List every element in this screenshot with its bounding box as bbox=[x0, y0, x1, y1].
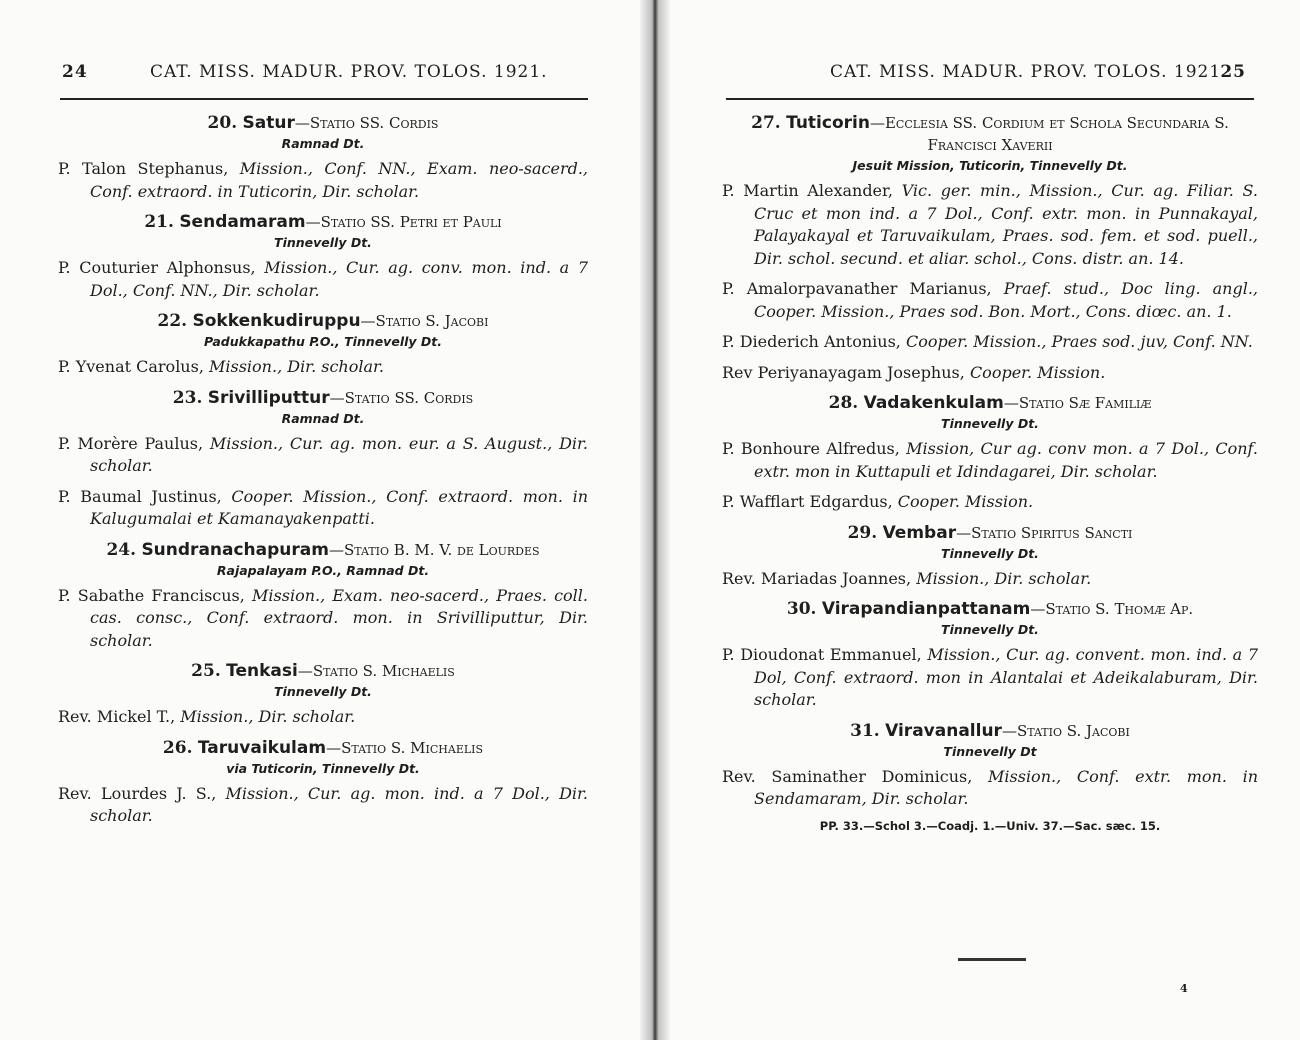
station-dedication: —Statio Spiritus Sancti bbox=[956, 523, 1133, 542]
station-number: 22. bbox=[157, 311, 188, 331]
person-entry bbox=[722, 491, 1258, 514]
station-place: Viravanallur bbox=[885, 720, 1002, 741]
person-entry bbox=[722, 331, 1258, 354]
person-entry bbox=[58, 783, 588, 828]
person-entry bbox=[722, 278, 1258, 323]
station-place: Virapandianpattanam bbox=[821, 599, 1031, 619]
station-place: Sundranachapuram bbox=[141, 539, 329, 560]
station-place: Taruvaikulam bbox=[197, 737, 327, 758]
person-entry bbox=[722, 644, 1258, 712]
station-place: Tuticorin bbox=[786, 113, 870, 133]
person-roles: Mission., Conf. extr. mon. in Sendamaram, Dir. scholar. bbox=[754, 766, 1259, 808]
person-entry bbox=[58, 585, 588, 653]
station-district: Tinnevelly Dt bbox=[943, 743, 1037, 759]
station-entry bbox=[722, 392, 1258, 514]
station-entry bbox=[722, 112, 1258, 384]
station-district: Jesuit Mission, Tuticorin, Tinnevelly Dt. bbox=[852, 158, 1128, 173]
station-number: 30. bbox=[786, 599, 817, 619]
person-roles: Cooper. Mission., Praes sod. juv, Conf. NN. bbox=[905, 332, 1253, 351]
station-dedication: —Statio SS. Cordis bbox=[294, 114, 439, 132]
station-title bbox=[722, 598, 1258, 620]
station-number: 20. bbox=[207, 113, 238, 133]
station-dedication: —Statio Sæ Familiæ bbox=[1003, 394, 1152, 412]
station-title bbox=[58, 387, 588, 409]
person-name: P. Morère Paulus, bbox=[58, 433, 204, 453]
person-roles: Mission., Conf. NN., Exam. neo-sacerd., Conf. extraord. in Tuticorin, Dir. scholar. bbox=[90, 159, 589, 201]
station-dedication: —Statio S. Jacobi bbox=[1001, 721, 1130, 740]
person-roles: Cooper. Mission., Conf. extraord. mon. in Kalugumalai et Kamanayakenpatti. bbox=[90, 486, 589, 528]
station-district: Ramnad Dt. bbox=[281, 136, 365, 151]
person-entry bbox=[58, 433, 588, 478]
person-entry bbox=[722, 362, 1258, 385]
station-district: Padukkapathu P.O., Tinnevelly Dt. bbox=[204, 334, 442, 349]
person-name: P. Bonhoure Alfredus, bbox=[722, 439, 900, 458]
person-name: Rev. Saminather Dominicus, bbox=[722, 766, 973, 786]
station-number: 27. bbox=[751, 113, 781, 133]
station-number: 24. bbox=[106, 539, 137, 560]
station-title bbox=[58, 660, 588, 682]
person-roles: Mission., Cur. ag. convent. mon. ind. a 7 Dol, Conf. extraord. mon in Alantalai et Adeikalaburam, Dir. scholar. bbox=[754, 645, 1258, 709]
station-entry bbox=[722, 720, 1258, 811]
person-entry bbox=[722, 438, 1258, 483]
person-roles: Mission., Cur. ag. mon. eur. a S. August., Dir. scholar. bbox=[90, 433, 589, 475]
station-title bbox=[58, 539, 588, 561]
station-number: 31. bbox=[850, 720, 880, 741]
stats-rule bbox=[958, 958, 1026, 961]
station-title bbox=[58, 310, 588, 332]
left-page-number: 24 bbox=[62, 62, 88, 82]
left-running-head bbox=[62, 62, 588, 82]
station-place: Satur bbox=[242, 113, 295, 133]
station-title bbox=[58, 211, 588, 233]
right-running-title: CAT. MISS. MADUR. PROV. TOLOS. 1921. bbox=[830, 62, 1228, 82]
right-page-number: 25 bbox=[1220, 62, 1246, 82]
station-dedication: —Statio SS. Petri et Pauli bbox=[305, 213, 502, 231]
person-name: Rev. Mickel T., bbox=[58, 707, 176, 726]
person-name: P. Amalorpavanather Marianus, bbox=[722, 279, 992, 298]
person-entry bbox=[58, 356, 588, 379]
station-place: Vembar bbox=[882, 522, 957, 543]
person-name: P. Diederich Antonius, bbox=[722, 332, 901, 351]
person-roles: Mission., Exam. neo-sacerd., Praes. coll. cas. consc., Conf. extraord. mon. in Srivilliputtur, Dir. scholar. bbox=[90, 585, 588, 650]
person-entry bbox=[58, 158, 588, 203]
station-district: Rajapalayam P.O., Ramnad Dt. bbox=[216, 562, 430, 578]
station-title bbox=[722, 392, 1258, 414]
station-district: Ramnad Dt. bbox=[281, 410, 365, 426]
person-name: P. Wafflart Edgardus, bbox=[722, 492, 893, 511]
left-page bbox=[0, 0, 640, 1040]
station-place: Sokkenkudiruppu bbox=[192, 311, 361, 331]
station-dedication: —Statio S. Michaelis bbox=[326, 738, 484, 757]
station-number: 21. bbox=[144, 212, 174, 232]
station-district: Tinnevelly Dt. bbox=[274, 235, 372, 250]
station-number: 29. bbox=[847, 522, 878, 543]
person-entry bbox=[58, 486, 588, 531]
station-number: 23. bbox=[172, 387, 203, 408]
person-roles: Mission., Dir. scholar. bbox=[916, 568, 1092, 588]
station-entry bbox=[58, 387, 588, 531]
person-roles: Cooper. Mission. bbox=[897, 492, 1034, 511]
book-gutter bbox=[640, 0, 670, 1040]
person-name: P. Sabathe Franciscus, bbox=[58, 585, 245, 605]
right-page bbox=[670, 0, 1300, 1040]
person-roles: Mission., Dir. scholar. bbox=[180, 707, 356, 726]
person-entry bbox=[58, 706, 588, 729]
person-roles: Praef. stud., Doc ling. angl., Cooper. Mission., Praes sod. Bon. Mort., Cons. diœc. an. 1. bbox=[754, 279, 1258, 321]
station-number: 28. bbox=[828, 393, 859, 413]
station-entry bbox=[58, 737, 588, 828]
station-entry bbox=[722, 522, 1258, 591]
station-district: Tinnevelly Dt. bbox=[941, 416, 1039, 431]
station-dedication: —Statio B. M. V. de Lourdes bbox=[328, 540, 540, 559]
station-dedication: —Statio S. Jacobi bbox=[360, 312, 489, 330]
station-district: Tinnevelly Dt. bbox=[941, 622, 1039, 637]
person-name: Rev Periyanayagam Josephus, bbox=[722, 362, 965, 382]
person-roles: Vic. ger. min., Mission., Cur. ag. Filiar. S. Cruc et mon ind. a 7 Dol., Conf. extr. mon. in Punnakayal, Palayakayal et Taruvaikulam, Praes. sod. fem. et sod. puell., Dir. schol. secund. et aliar. schol., Cons. distr. an. 14. bbox=[754, 181, 1258, 268]
station-title bbox=[722, 720, 1258, 742]
station-entry bbox=[58, 310, 588, 379]
person-roles: Mission, Cur ag. conv mon. a 7 Dol., Conf. extr. mon in Kuttapuli et Idindagarei, Dir. scholar. bbox=[754, 439, 1258, 481]
station-entry bbox=[58, 112, 588, 203]
station-place: Srivilliputtur bbox=[207, 387, 330, 408]
signature-mark: 4 bbox=[1180, 982, 1188, 995]
station-place: Vadakenkulam bbox=[863, 393, 1004, 413]
left-page-body bbox=[58, 112, 588, 836]
person-name: P. Martin Alexander, bbox=[722, 181, 894, 200]
left-head-rule bbox=[60, 98, 588, 100]
station-place: Tenkasi bbox=[226, 661, 298, 681]
person-name: Rev. Lourdes J. S., bbox=[58, 783, 217, 803]
station-title bbox=[58, 112, 588, 134]
station-dedication: —Statio S. Thomæ Ap. bbox=[1030, 600, 1194, 618]
person-name: P. Yvenat Carolus, bbox=[58, 357, 204, 376]
person-name: Rev. Mariadas Joannes, bbox=[722, 568, 912, 588]
station-dedication: —Ecclesia SS. Cordium et Schola Secundaria S. Francisci Xaverii bbox=[869, 114, 1229, 154]
person-name: P. Talon Stephanus, bbox=[58, 159, 229, 178]
person-roles: Cooper. Mission. bbox=[969, 362, 1106, 382]
person-name: P. Dioudonat Emmanuel, bbox=[722, 645, 922, 664]
station-number: 25. bbox=[191, 661, 221, 681]
station-entry bbox=[58, 660, 588, 729]
station-dedication: —Statio SS. Cordis bbox=[329, 388, 474, 407]
person-roles: Mission., Cur. ag. conv. mon. ind. a 7 Dol., Conf. NN., Dir. scholar. bbox=[90, 258, 589, 300]
station-number: 26. bbox=[162, 737, 193, 758]
left-running-title: CAT. MISS. MADUR. PROV. TOLOS. 1921. bbox=[150, 62, 548, 82]
station-dedication: —Statio S. Michaelis bbox=[297, 662, 455, 680]
station-title bbox=[722, 522, 1258, 544]
person-entry bbox=[722, 568, 1258, 591]
station-title bbox=[722, 112, 1258, 156]
person-name: P. Couturier Alphonsus, bbox=[58, 258, 256, 277]
station-place: Sendamaram bbox=[179, 212, 306, 232]
station-entry bbox=[58, 539, 588, 653]
person-name: P. Baumal Justinus, bbox=[58, 486, 222, 506]
right-page-body bbox=[722, 112, 1258, 833]
person-roles: Mission., Dir. scholar. bbox=[209, 357, 384, 376]
station-district: Tinnevelly Dt. bbox=[274, 684, 372, 699]
station-title bbox=[58, 737, 588, 759]
person-entry bbox=[58, 257, 588, 302]
right-head-rule bbox=[726, 98, 1254, 100]
person-entry bbox=[722, 180, 1258, 270]
station-entry bbox=[58, 211, 588, 302]
station-statistics: PP. 33.—Schol 3.—Coadj. 1.—Univ. 37.—Sac. sæc. 15. bbox=[819, 818, 1161, 833]
person-roles: Mission., Cur. ag. mon. ind. a 7 Dol., Dir. scholar. bbox=[90, 783, 589, 825]
person-entry bbox=[722, 766, 1258, 811]
station-entry bbox=[722, 598, 1258, 712]
station-district: Tinnevelly Dt. bbox=[941, 545, 1039, 561]
station-district: via Tuticorin, Tinnevelly Dt. bbox=[226, 760, 420, 776]
